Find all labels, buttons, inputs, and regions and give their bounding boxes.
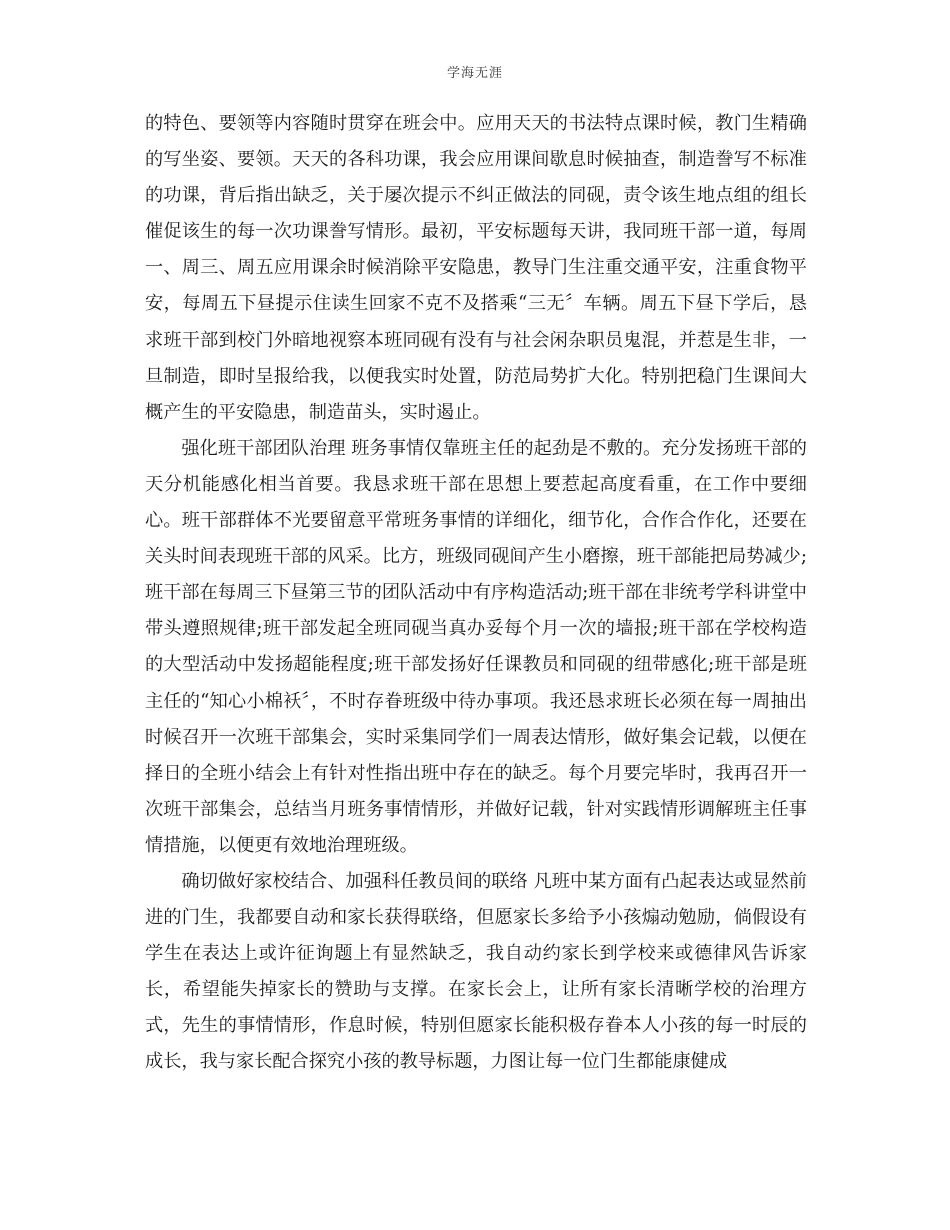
paragraph-continued: 的特色、要领等内容随时贯穿在班会中。应用天天的书法特点课时候，教门生精确的写坐姿、要领。天天的各科功课，我会应用课间歇息时候抽查，制造誊写不标准的功课，背后指出缺乏，关于屡次提示不纠正做法的同砚，责令该生地点组的组长催促该生的每一次功课誊写情形。最初，平安标题每天讲，我同班干部一道，每周一、周三、周五应用课余时候消除平安隐患，教导门生注重交通平安，注重食物平安，每周五下昼提示住读生回家不克不及搭乘“三无〞车辆。周五下昼下学后，恳求班干部到校门外暗地视察本班同砚有没有与社会闲杂职员鬼混，并惹是生非，一旦制造，即时呈报给我，以便我实时处置，防范局势扩大化。特别把稳门生课间大概产生的平安隐患，制造苗头，实时遏止。 [145,113,807,423]
document-body [145,106,807,1081]
paragraph-class-cadre-team: 强化班干部团队治理 班务事情仅靠班主任的起劲是不敷的。充分发扬班干部的天分机能感化相当首要。我恳求班干部在思想上要惹起高度看重，在工作中要细心。班干部群体不光要留意平常班务事情的详细化，细节化，合作合作化，还要在关头时间表现班干部的风采。比方，班级同砚间产生小磨擦，班干部能把局势减少;班干部在每周三下昼第三节的团队活动中有序构造活动;班干部在非统考学科讲堂中带头遵照规律;班干部发起全班同砚当真办妥每个月一次的墙报;班干部在学校构造的大型活动中发扬超能程度;班干部发扬好任课教员和同砚的纽带感化;班干部是班主任的“知心小棉袄〞，不时存眷班级中待办事项。我还恳求班长必须在每一周抽出时候召开一次班干部集会，实时采集同学们一周表达情形，做好集会记载，以便在择日的全班小结会上有针对性指出班中存在的缺乏。每个月要完毕时，我再召开一次班干部集会，总结当月班务事情情形，并做好记载，针对实践情形调解班主任事情措施，以便更有效地治理班级。 [145,437,807,856]
page-header: 学海无涯 [446,66,503,81]
paragraph-home-school-link: 确切做好家校结合、加强科任教员间的联络 凡班中某方面有凸起表达或显然前进的门生，我都要自动和家长获得联络，但愿家长多给予小孩煽动勉励，倘假设有学生在表达上或许征询题上有显然缺乏，我自动约家长到学校来或德律风告诉家长，希望能失掉家长的赞助与支撑。在家长会上，让所有家长清晰学校的治理方式，先生的事情情形，作息时候，特别但愿家长能积极存眷本人小孩的每一时辰的成长，我与家长配合探究小孩的教导标题，力图让每一位门生都能康健成 [145,870,807,1073]
